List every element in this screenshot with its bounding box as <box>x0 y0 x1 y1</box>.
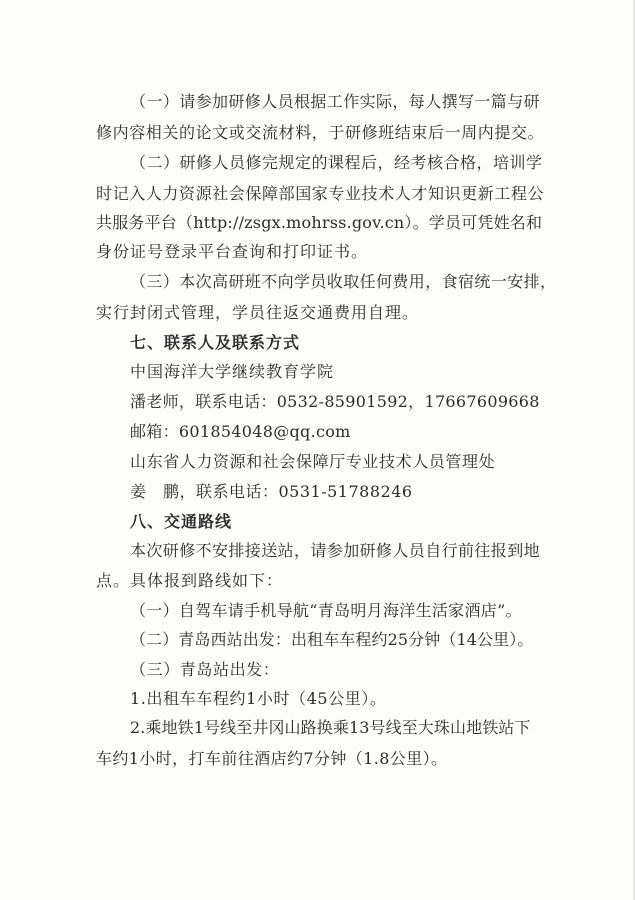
paragraph-line: （三）本次高研班不向学员收取任何费用，食宿统一安排， <box>130 272 557 291</box>
contact-organization: 山东省人力资源和社会保障厅专业技术人员管理处 <box>130 452 496 471</box>
paragraph-line: （一）请参加研修人员根据工作实际，每人撰写一篇与研 <box>130 92 541 111</box>
route-subitem: 车约1小时，打车前往酒店约7分钟（1.8公里）。 <box>96 749 448 768</box>
paragraph-line: 共服务平台（http://zsgx.mohrss.gov.cn）。学员可凭姓名和 <box>96 213 543 232</box>
contact-person-line: 潘老师，联系电话：0532-85901592，17667609668 <box>130 392 540 411</box>
paragraph-line: 实行封闭式管理，学员往返交通费用自理。 <box>96 303 420 322</box>
route-item: （三）青岛站出发： <box>130 660 280 679</box>
contact-email-line: 邮箱：601854048@qq.com <box>130 422 351 441</box>
paragraph-line: 修内容相关的论文或交流材料，于研修班结束后一周内提交。 <box>96 123 545 142</box>
contact-organization: 中国海洋大学继续教育学院 <box>130 362 335 381</box>
route-subitem: 1.出租车车程约1小时（45公里）。 <box>130 689 387 708</box>
paragraph-line: 点。具体报到路线如下： <box>96 571 284 590</box>
section-heading-transport: 八、交通路线 <box>130 512 233 531</box>
contact-person-line: 姜 鹏，联系电话：0531-51788246 <box>130 482 413 501</box>
paragraph-line: 本次研修不安排接送站，请参加研修人员自行前往报到地 <box>130 541 541 560</box>
route-item: （二）青岛西站出发：出租车车程约25分钟（14公里）。 <box>130 630 534 649</box>
paragraph-line: 时记入人力资源社会保障部国家专业技术人才知识更新工程公 <box>96 184 545 203</box>
route-subitem: 2.乘地铁1号线至井冈山路换乘13号线至大珠山地铁站下 <box>130 718 531 737</box>
paragraph-line: （二）研修人员修完规定的课程后，经考核合格，培训学 <box>130 153 543 172</box>
route-item: （一）自驾车请手机导航“青岛明月海洋生活家酒店”。 <box>130 601 522 620</box>
paragraph-line: 身份证号登录平台查询和打印证书。 <box>96 242 369 261</box>
section-heading-contacts: 七、联系人及联系方式 <box>130 333 301 352</box>
